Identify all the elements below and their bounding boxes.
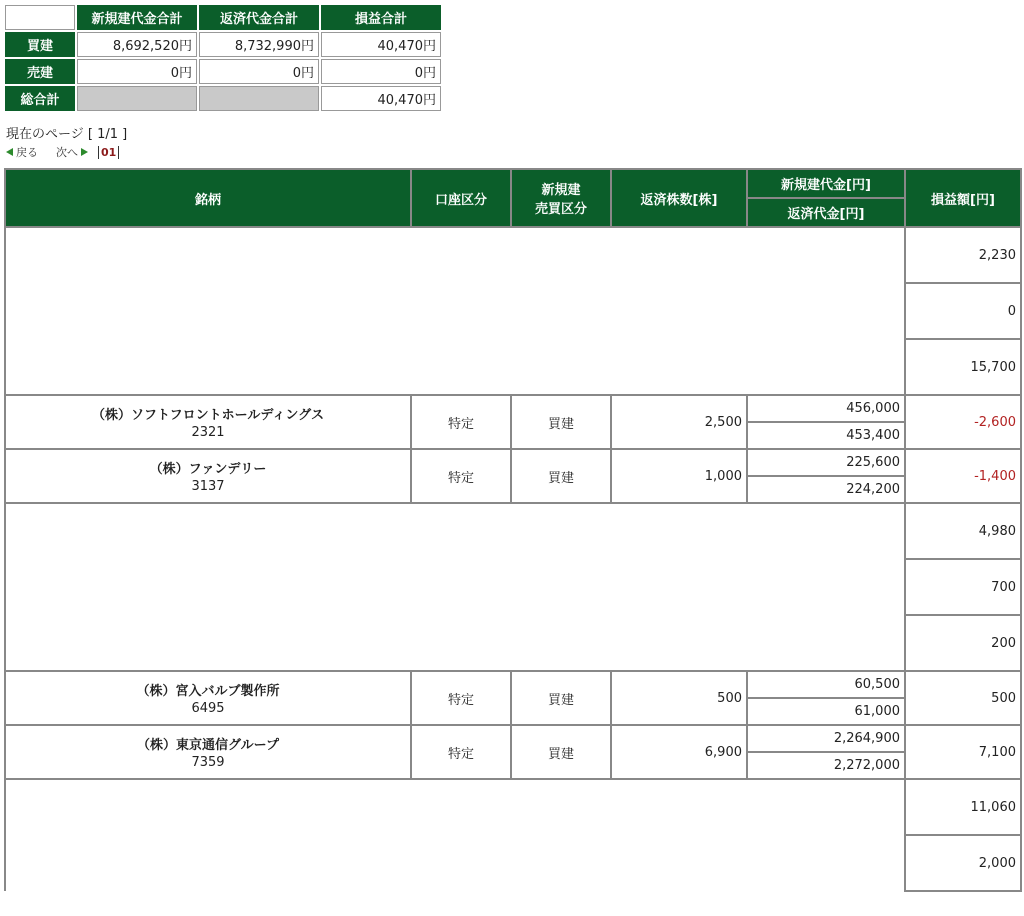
summary-buy-new: 8,692,520円 xyxy=(77,32,197,57)
pl-cell: -1,400 xyxy=(905,449,1021,503)
prev-page-link[interactable] xyxy=(6,144,38,160)
summary-header-new: 新規建代金合計 xyxy=(77,5,197,30)
summary-corner xyxy=(5,5,75,30)
prev-page-label: 戻る xyxy=(16,146,38,159)
summary-row-label-sell: 売建 xyxy=(5,59,75,84)
repay-amount: 453,400 xyxy=(747,422,905,449)
blank-row-block xyxy=(5,779,905,891)
next-page-label: 次へ xyxy=(56,146,78,159)
account-type: 特定 xyxy=(411,395,511,449)
repay-amount: 224,200 xyxy=(747,476,905,503)
blank-row-block xyxy=(5,503,905,671)
header-repay-amount: 返済代金[円] xyxy=(747,198,905,227)
new-amount: 225,600 xyxy=(747,449,905,476)
next-page-link[interactable] xyxy=(56,144,88,160)
stock-name-cell xyxy=(5,671,411,725)
summary-total-repay xyxy=(199,86,319,111)
summary-buy-pl: 40,470円 xyxy=(321,32,441,57)
repay-qty: 1,000 xyxy=(611,449,747,503)
trade-side: 買建 xyxy=(511,725,611,779)
arrow-left-icon xyxy=(6,148,13,156)
pl-cell: 200 xyxy=(905,615,1021,671)
pl-cell: 500 xyxy=(905,671,1021,725)
trade-side: 買建 xyxy=(511,671,611,725)
stock-code: 6495 xyxy=(191,701,225,716)
pl-cell: 11,060 xyxy=(905,779,1021,835)
header-side xyxy=(511,169,611,227)
header-new-amount: 新規建代金[円] xyxy=(747,169,905,198)
repay-amount: 61,000 xyxy=(747,698,905,725)
summary-header-repay: 返済代金合計 xyxy=(199,5,319,30)
new-amount: 456,000 xyxy=(747,395,905,422)
arrow-right-icon xyxy=(81,148,88,156)
trade-side: 買建 xyxy=(511,449,611,503)
summary-buy-repay: 8,732,990円 xyxy=(199,32,319,57)
summary-sell-new: 0円 xyxy=(77,59,197,84)
positions-table xyxy=(4,168,1022,892)
summary-row-label-buy: 買建 xyxy=(5,32,75,57)
header-side-line1: 新規建 xyxy=(541,183,581,198)
header-name: 銘柄 xyxy=(5,169,411,227)
pl-cell: 700 xyxy=(905,559,1021,615)
pl-cell: 2,230 xyxy=(905,227,1021,283)
pl-cell: 2,000 xyxy=(905,835,1021,891)
stock-code: 3137 xyxy=(191,479,225,494)
new-amount: 60,500 xyxy=(747,671,905,698)
page-indicator: 現在のページ [ 1/1 ] xyxy=(6,127,128,142)
pager xyxy=(6,144,119,160)
header-pl: 損益額[円] xyxy=(905,169,1021,227)
stock-name[interactable]: （株）宮入バルブ製作所 xyxy=(136,684,280,699)
summary-sell-pl: 0円 xyxy=(321,59,441,84)
pl-cell: 4,980 xyxy=(905,503,1021,559)
summary-row-label-total: 総合計 xyxy=(5,86,75,111)
stock-name-cell xyxy=(5,725,411,779)
stock-name[interactable]: （株）ファンデリー xyxy=(149,462,267,477)
summary-total-pl: 40,470円 xyxy=(321,86,441,111)
stock-name[interactable]: （株）東京通信グループ xyxy=(137,738,279,753)
header-account: 口座区分 xyxy=(411,169,511,227)
repay-qty: 500 xyxy=(611,671,747,725)
account-type: 特定 xyxy=(411,449,511,503)
account-type: 特定 xyxy=(411,671,511,725)
repay-amount: 2,272,000 xyxy=(747,752,905,779)
repay-qty: 6,900 xyxy=(611,725,747,779)
current-page-number: 01 xyxy=(98,146,119,159)
pl-cell: 0 xyxy=(905,283,1021,339)
pl-cell: 7,100 xyxy=(905,725,1021,779)
pl-cell: -2,600 xyxy=(905,395,1021,449)
summary-table xyxy=(3,3,443,113)
header-qty: 返済株数[株] xyxy=(611,169,747,227)
header-side-line2: 売買区分 xyxy=(534,202,587,217)
repay-qty: 2,500 xyxy=(611,395,747,449)
pl-cell: 15,700 xyxy=(905,339,1021,395)
summary-header-pl: 損益合計 xyxy=(321,5,441,30)
stock-code: 7359 xyxy=(191,755,225,770)
account-type: 特定 xyxy=(411,725,511,779)
summary-total-new xyxy=(77,86,197,111)
summary-sell-repay: 0円 xyxy=(199,59,319,84)
blank-row-block xyxy=(5,227,905,395)
stock-name-cell xyxy=(5,449,411,503)
stock-code: 2321 xyxy=(191,425,225,440)
stock-name-cell xyxy=(5,395,411,449)
stock-name[interactable]: （株）ソフトフロントホールディングス xyxy=(92,408,324,423)
trade-side: 買建 xyxy=(511,395,611,449)
new-amount: 2,264,900 xyxy=(747,725,905,752)
